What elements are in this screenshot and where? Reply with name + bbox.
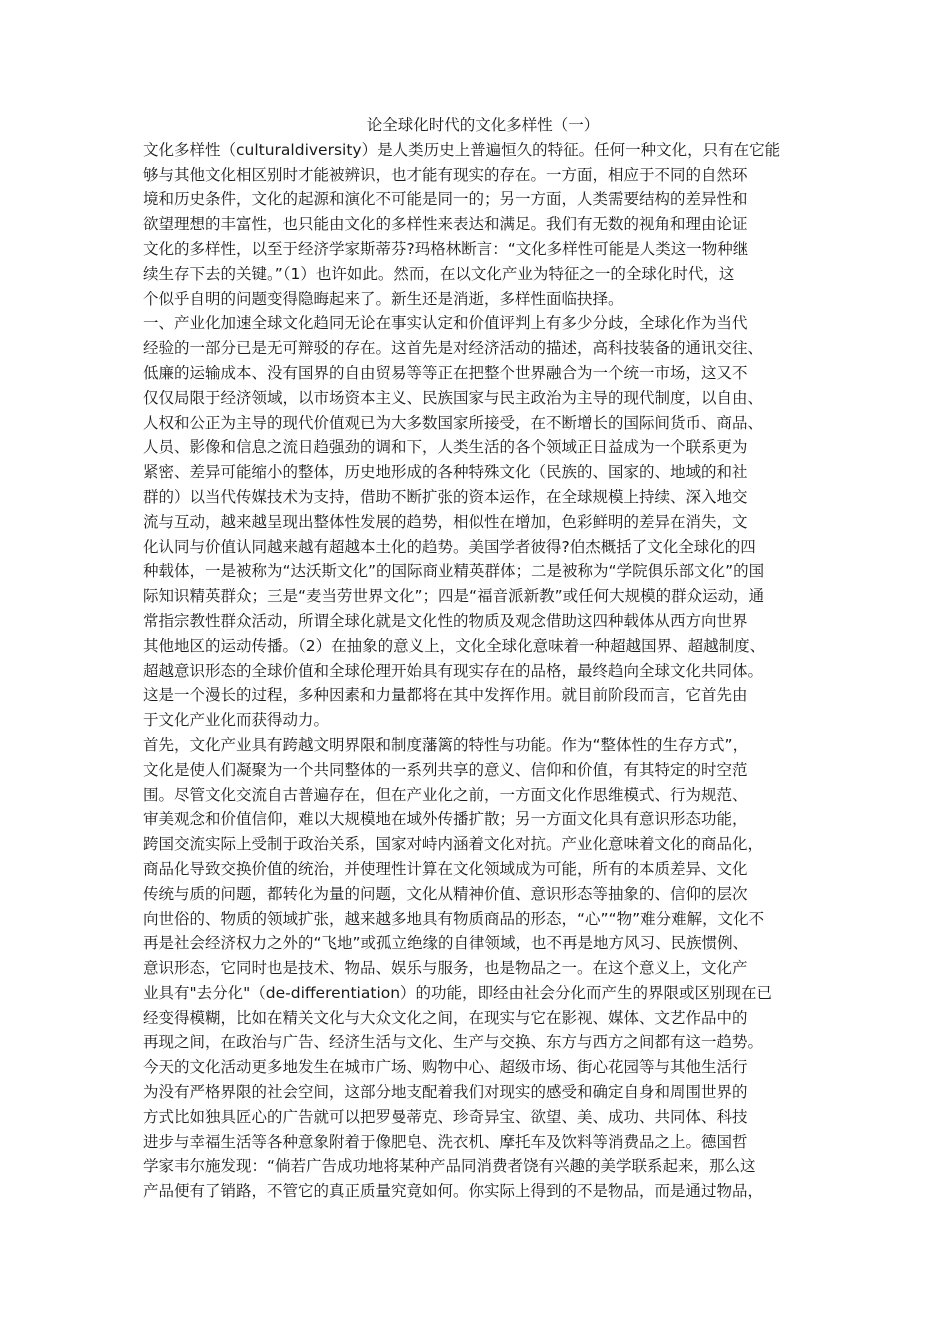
- text-line: 业具有"去分化"（de-differentiation）的功能，即经由社会分化而产生的界限或区别现在已: [143, 983, 773, 1002]
- text-line: 审美观念和价值信仰，难以大规模地在域外传播扩散；另一方面文化具有意识形态功能，: [143, 810, 748, 829]
- text-line: 学家韦尔施发现：“倘若广告成功地将某种产品同消费者饶有兴趣的美学联系起来，那么这: [143, 1157, 756, 1176]
- text-line: 进步与幸福生活等各种意象附着于像肥皂、洗衣机、摩托车及饮料等消费品之上。德国哲: [143, 1132, 748, 1151]
- text-line: 流与互动，越来越呈现出整体性发展的趋势，相似性在增加，色彩鲜明的差异在消失，文: [143, 512, 748, 531]
- text-line: 产品便有了销路，不管它的真正质量究竟如何。你实际上得到的不是物品，而是通过物品，: [143, 1182, 764, 1201]
- text-line: 经变得模糊，比如在精关文化与大众文化之间，在现实与它在影视、媒体、文艺作品中的: [143, 1008, 748, 1027]
- text-line: 跨国交流实际上受制于政治关系，国家对峙内涵着文化对抗。产业化意味着文化的商品化，: [143, 835, 764, 854]
- text-line: 仅仅局限于经济领域，以市场资本主义、民族国家与民主政治为主导的现代制度，以自由、: [143, 388, 764, 407]
- document-text: [143, 138, 823, 1204]
- document-title: 论全球化时代的文化多样性（一）: [366, 116, 600, 134]
- text-line: 超越意识形态的全球价值和全球伦理开始具有现实存在的品格，最终趋向全球文化共同体。: [143, 661, 764, 680]
- text-line: 这是一个漫长的过程，多种因素和力量都将在其中发挥作用。就目前阶段而言，它首先由: [143, 686, 748, 705]
- text-line: 个似乎自明的问题变得隐晦起来了。新生还是消逝，多样性面临抉择。: [143, 289, 624, 308]
- text-line: 于文化产业化而获得动力。: [143, 711, 330, 730]
- text-line: 续生存下去的关键。”（1）也许如此。然而，在以文化产业为特征之一的全球化时代，这: [143, 264, 735, 283]
- text-line: 群的）以当代传媒技术为支持，借助不断扩张的资本运作，在全球规模上持续、深入地交: [143, 487, 748, 506]
- text-line: 首先，文化产业具有跨越文明界限和制度藩篱的特性与功能。作为“整体性的生存方式”，: [143, 735, 749, 754]
- text-line: 传统与质的问题，都转化为量的问题，文化从精神价值、意识形态等抽象的、信仰的层次: [143, 884, 748, 903]
- text-line: 再现之间，在政治与广告、经济生活与文化、生产与交换、东方与西方之间都有这一趋势。: [143, 1033, 764, 1052]
- text-line: 围。尽管文化交流自古普遍存在，但在产业化之前，一方面文化作思维模式、行为规范、: [143, 785, 748, 804]
- text-line: 紧密、差异可能缩小的整体，历史地形成的各种特殊文化（民族的、国家的、地域的和社: [143, 463, 748, 482]
- text-line: 其他地区的运动传播。（2）在抽象的意义上，文化全球化意味着一种超越国界、超越制度、: [143, 636, 766, 655]
- text-line: 文化多样性（culturaldiversity）是人类历史上普遍恒久的特征。任何一种文化，只有在它能: [143, 140, 781, 159]
- text-line: 今天的文化活动更多地发生在城市广场、购物中心、超级市场、街心花园等与其他生活行: [143, 1058, 748, 1077]
- text-line: 低廉的运输成本、没有国界的自由贸易等等正在把整个世界融合为一个统一市场，这又不: [143, 363, 748, 382]
- text-line: 方式比如独具匠心的广告就可以把罗曼蒂克、珍奇异宝、欲望、美、成功、共同体、科技: [143, 1107, 748, 1126]
- text-line: 文化的多样性，以至于经济学家斯蒂芬?玛格林断言：“文化多样性可能是人类这一物种继: [143, 239, 749, 258]
- text-line: 够与其他文化相区别时才能被辨识，也才能有现实的存在。一方面，相应于不同的自然环: [143, 165, 748, 184]
- text-line: 一、产业化加速全球文化趋同无论在事实认定和价值评判上有多少分歧，全球化作为当代: [143, 314, 748, 333]
- text-line: 商品化导致交换价值的统治，并使理性计算在文化领域成为可能，所有的本质差异、文化: [143, 859, 748, 878]
- text-line: 化认同与价值认同越来越有超越本土化的趋势。美国学者彼得?伯杰概括了文化全球化的四: [143, 537, 756, 556]
- text-line: 际知识精英群众；三是“麦当劳世界文化”；四是“福音派新教”或任何大规模的群众运动，通: [143, 587, 765, 606]
- text-line: 向世俗的、物质的领域扩张，越来越多地具有物质商品的形态，“心”“物”难分难解，文化不: [143, 909, 765, 928]
- text-line: 再是社会经济权力之外的“飞地”或孤立绝缘的自律领域，也不再是地方风习、民族惯例、: [143, 934, 749, 953]
- text-line: 人员、影像和信息之流日趋强劲的调和下，人类生活的各个领域正日益成为一个联系更为: [143, 438, 748, 457]
- text-line: 为没有严格界限的社会空间，这部分地支配着我们对现实的感受和确定自身和周围世界的: [143, 1083, 748, 1102]
- text-line: 文化是使人们凝聚为一个共同整体的一系列共享的意义、信仰和价值，有其特定的时空范: [143, 760, 748, 779]
- text-line: 常指宗教性群众活动，所谓全球化就是文化性的物质及观念借助这四种载体从西方向世界: [143, 611, 748, 630]
- text-line: 欲望理想的丰富性，也只能由文化的多样性来表达和满足。我们有无数的视角和理由论证: [143, 215, 748, 234]
- text-line: 种载体，一是被称为“达沃斯文化”的国际商业精英群体；二是被称为“学院俱乐部文化”的国: [143, 562, 765, 581]
- text-line: 境和历史条件，文化的起源和演化不可能是同一的；另一方面，人类需要结构的差异性和: [143, 190, 748, 209]
- text-line: 人权和公正为主导的现代价值观已为大多数国家所接受，在不断增长的国际间货币、商品、: [143, 413, 764, 432]
- text-line: 意识形态，它同时也是技术、物品、娱乐与服务，也是物品之一。在这个意义上，文化产: [143, 959, 748, 978]
- document-body: [143, 113, 823, 1204]
- text-line: 经验的一部分已是无可辩驳的存在。这首先是对经济活动的描述，高科技装备的通讯交往、: [143, 339, 764, 358]
